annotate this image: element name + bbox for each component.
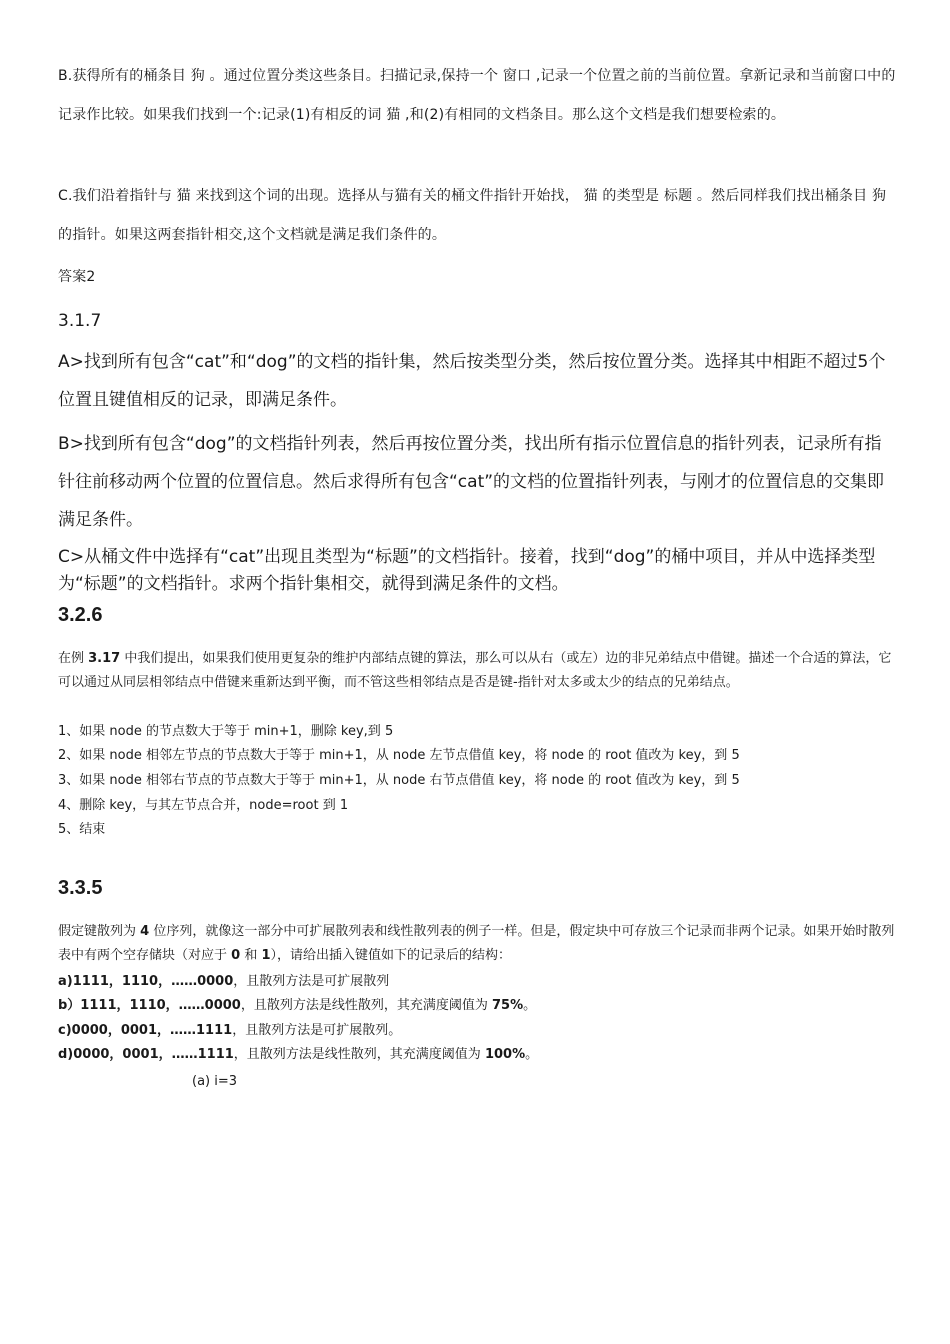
- section-number-317: 3.1.7: [58, 311, 102, 331]
- bit-count: 4: [140, 924, 150, 939]
- heading-335: 3.3.5: [58, 877, 103, 899]
- figure-caption: (a) i=3: [192, 1074, 238, 1089]
- bucket-zero: 0: [231, 948, 241, 963]
- item-c: [58, 1019, 898, 1043]
- paragraph-317-c: C>从桶文件中选择有“cat”出现且类型为“标题”的文档指针。接着，找到“dog”的桶中项目，并从中选择类型为“标题”的文档指针。求两个指针集相交，就得到满足条件的文档。: [58, 547, 876, 594]
- item-desc: ，且散列方法是可扩展散列: [233, 974, 390, 989]
- step-4: 4、删除 key，与其左节点合并，node=root 到 1: [58, 798, 349, 813]
- item-keys: a)1111，1110，……0000: [58, 974, 234, 989]
- paragraph-317-a: A>找到所有包含“cat”和“dog”的文档的指针集，然后按类型分类，然后按位置分类。选择其中相距不超过5个位置且键值相反的记录，即满足条件。: [58, 352, 886, 410]
- item-keys: d)0000，0001，……1111: [58, 1047, 234, 1062]
- step-1: 1、如果 node 的节点数大于等于 min+1，删除 key,到 5: [58, 724, 394, 739]
- item-desc: ，且散列方法是线性散列，其充满度阈值为: [233, 1047, 485, 1062]
- paragraph-335-intro: [58, 920, 898, 968]
- intro-text: 和: [240, 948, 262, 963]
- step-3: 3、如果 node 相邻右节点的节点数大于等于 min+1，从 node 右节点借值 key，将 node 的 root 值改为 key，到 5: [58, 773, 740, 788]
- intro-text: 位序列，就像这一部分中可扩展散列表和线性散列表的例子一样。但是，假定块中可存放三个记录而非两个记录。如果开始时散列表中有两个空存储块（对应于: [58, 924, 895, 963]
- item-desc: ，且散列方法是可扩展散列。: [232, 1023, 402, 1038]
- intro-326-pre: 在例: [58, 651, 89, 666]
- paragraph-c: C.我们沿着指针与 猫 来找到这个词的出现。选择从与猫有关的桶文件指针开始找， 猫 的类型是 标题 。然后同样我们找出桶条目 狗 的指针。如果这两套指针相交,这个文档就是满足我们条件的。: [58, 188, 887, 243]
- threshold: 100%: [484, 1047, 526, 1062]
- intro-text: ），请给出插入键值如下的记录后的结构：: [270, 948, 512, 963]
- step-2: 2、如果 node 相邻左节点的节点数大于等于 min+1，从 node 左节点借值 key，将 node 的 root 值改为 key，到 5: [58, 748, 740, 763]
- threshold: 75%: [492, 998, 524, 1013]
- paragraph-b: B.获得所有的桶条目 狗 。通过位置分类这些条目。扫描记录,保持一个 窗口 ,记录一个位置之前的当前位置。拿新记录和当前窗口中的记录作比较。如果我们找到一个:记录(1)有相反的词 猫 ,和(2)有相同的文档条目。那么这个文档是我们想要检索的。: [58, 68, 896, 123]
- paragraph-317-b: B>找到所有包含“dog”的文档指针列表，然后再按位置分类，找出所有指示位置信息的指针列表，记录所有指针往前移动两个位置的位置信息。然后求得所有包含“cat”的文档的位置指针列表，与刚才的位置信息的交集即满足条件。: [58, 434, 885, 530]
- item-keys: b）1111，1110，……0000: [58, 998, 241, 1013]
- heading-326: 3.2.6: [58, 604, 103, 626]
- item-end: 。: [525, 1047, 539, 1062]
- item-keys: c)0000，0001，……1111: [58, 1023, 233, 1038]
- item-end: 。: [523, 998, 537, 1013]
- paragraph-326-intro: [58, 647, 898, 695]
- item-desc: ，且散列方法是线性散列，其充满度阈值为: [240, 998, 492, 1013]
- bucket-one: 1: [261, 948, 271, 963]
- item-d: [58, 1043, 898, 1067]
- example-ref: 3.17: [88, 651, 121, 666]
- item-a: [58, 970, 898, 994]
- item-b: [58, 994, 898, 1018]
- step-5: 5、结束: [58, 822, 106, 837]
- intro-text: 假定键散列为: [58, 924, 141, 939]
- answer-label: 答案2: [58, 269, 96, 285]
- intro-326-post: 中我们提出，如果我们使用更复杂的维护内部结点键的算法，那么可以从右（或左）边的非兄弟结点中借键。描述一个合适的算法，它可以通过从同层相邻结点中借键来重新达到平衡，而不管这些相邻结点是否是键-指针对太多或太少的结点的兄弟结点。: [58, 651, 892, 690]
